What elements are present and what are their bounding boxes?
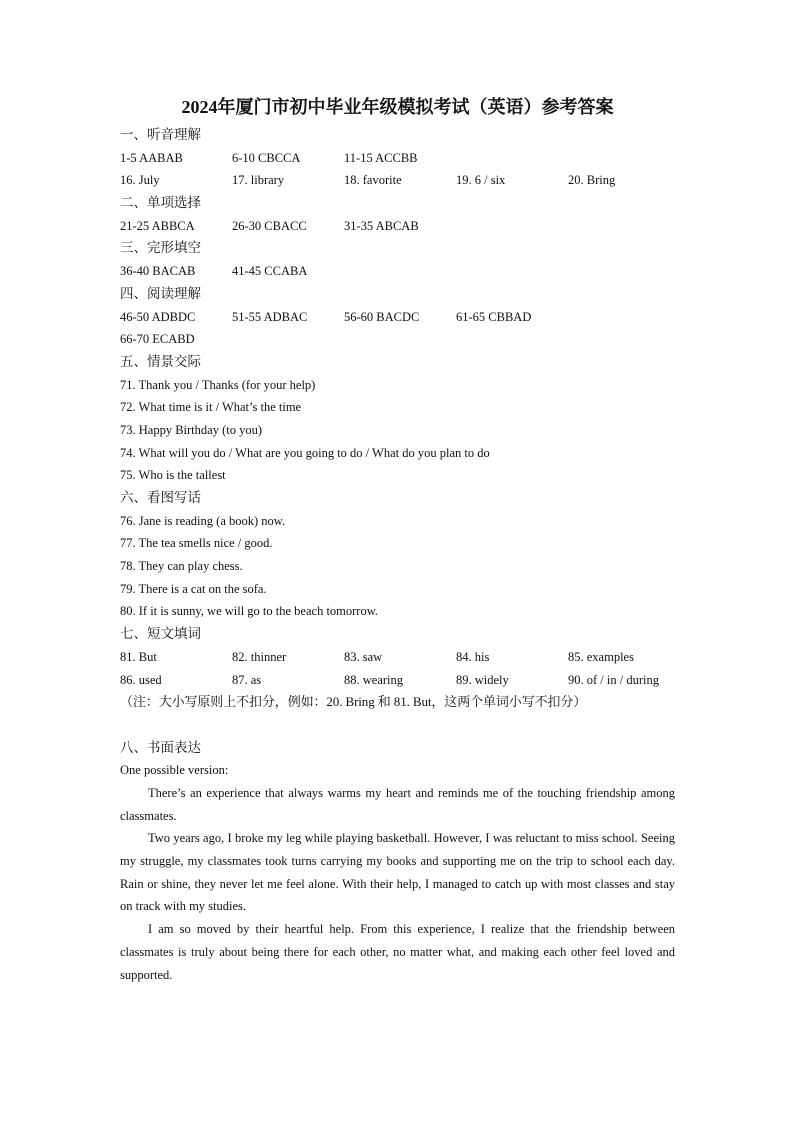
answer-row: [120, 328, 675, 351]
answer-row: [120, 215, 675, 238]
section-heading-reading: 四、阅读理解: [120, 285, 201, 301]
answer-cell: 6-10 CBCCA: [232, 150, 301, 165]
answer-line: 76. Jane is reading (a book) now.: [120, 513, 286, 528]
grading-note: （注：大小写原则上不扣分，例如：20. Bring 和 81. But，这两个单词小写不扣分）: [120, 694, 587, 710]
writing-intro: One possible version:: [120, 763, 229, 778]
answer-cell: 18. favorite: [344, 173, 402, 188]
answer-cell: 21-25 ABBCA: [120, 218, 195, 233]
answer-row: [120, 169, 675, 192]
answer-cell: 46-50 ADBDC: [120, 309, 196, 324]
answer-cell: 90. of / in / during: [568, 672, 659, 687]
answer-cell: 84. his: [456, 649, 490, 664]
answer-cell: 86. used: [120, 672, 162, 687]
essay-paragraph: There’s an experience that always warms my heart and reminds me of the touching friendship among classmates.: [120, 785, 675, 823]
answer-cell: 85. examples: [568, 649, 634, 664]
section-heading-word-fill: 七、短文填词: [120, 626, 201, 642]
answer-line: 73. Happy Birthday (to you): [120, 422, 262, 437]
answer-cell: 19. 6 / six: [456, 173, 506, 188]
answer-row: [120, 646, 675, 669]
section-heading-cloze: 三、完形填空: [120, 240, 201, 256]
answer-cell: 16. July: [120, 173, 160, 188]
answer-line: 78. They can play chess.: [120, 559, 243, 574]
essay-paragraph: Two years ago, I broke my leg while playing basketball. However, I was reluctant to miss school. Seeing my struggle, my classmates took turns carrying my books and supporting me on the trip to school each day. Rain or shine, they never let me feel alone. With their help, I managed to catch up with most classes and stay on track with my studies.: [120, 831, 675, 914]
answer-cell: 83. saw: [344, 649, 383, 664]
answer-row: [120, 669, 675, 692]
answer-cell: 88. wearing: [344, 672, 404, 687]
answer-cell: 82. thinner: [232, 649, 287, 664]
answer-row: [120, 306, 675, 329]
answer-line: 75. Who is the tallest: [120, 468, 226, 483]
answer-line: 77. The tea smells nice / good.: [120, 536, 273, 551]
essay-paragraph: I am so moved by their heartful help. From this experience, I realize that the friendship between classmates is truly about being there for each other, no matter what, and making each other feel loved and supported.: [120, 922, 675, 982]
answer-cell: 36-40 BACAB: [120, 264, 196, 279]
section-heading-single-choice: 二、单项选择: [120, 195, 201, 211]
answer-cell: 11-15 ACCBB: [344, 150, 418, 165]
answer-cell: 56-60 BACDC: [344, 309, 420, 324]
blank-line: [120, 714, 675, 737]
answer-cell: 41-45 CCABA: [232, 264, 308, 279]
answer-cell: 61-65 CBBAD: [456, 309, 532, 324]
answer-cell: 81. But: [120, 649, 157, 664]
answer-cell: 26-30 CBACC: [232, 218, 307, 233]
answer-cell: 17. library: [232, 173, 285, 188]
answer-line: 80. If it is sunny, we will go to the beach tomorrow.: [120, 604, 379, 619]
answer-row: [120, 147, 675, 170]
answer-cell: 66-70 ECABD: [120, 332, 195, 347]
section-heading-dialogue: 五、情景交际: [120, 353, 201, 369]
answer-line: 79. There is a cat on the sofa.: [120, 581, 267, 596]
section-heading-writing: 八、书面表达: [120, 739, 201, 755]
page-title: 2024年厦门市初中毕业年级模拟考试（英语）参考答案: [181, 97, 614, 117]
answer-cell: 20. Bring: [568, 173, 616, 188]
section-heading-listening: 一、听音理解: [120, 127, 201, 142]
answer-cell: 89. widely: [456, 672, 509, 687]
answer-cell: 31-35 ABCAB: [344, 218, 419, 233]
answer-cell: 1-5 AABAB: [120, 150, 183, 165]
answer-line: 74. What will you do / What are you going to do / What do you plan to do: [120, 445, 490, 460]
answer-cell: 87. as: [232, 672, 262, 687]
answer-cell: 51-55 ADBAC: [232, 309, 308, 324]
answer-line: 71. Thank you / Thanks (for your help): [120, 377, 316, 392]
answer-row: [120, 260, 675, 283]
section-heading-picture-writing: 六、看图写话: [120, 490, 201, 505]
answer-key-page: [120, 92, 675, 986]
answer-line: 72. What time is it / What’s the time: [120, 400, 302, 415]
